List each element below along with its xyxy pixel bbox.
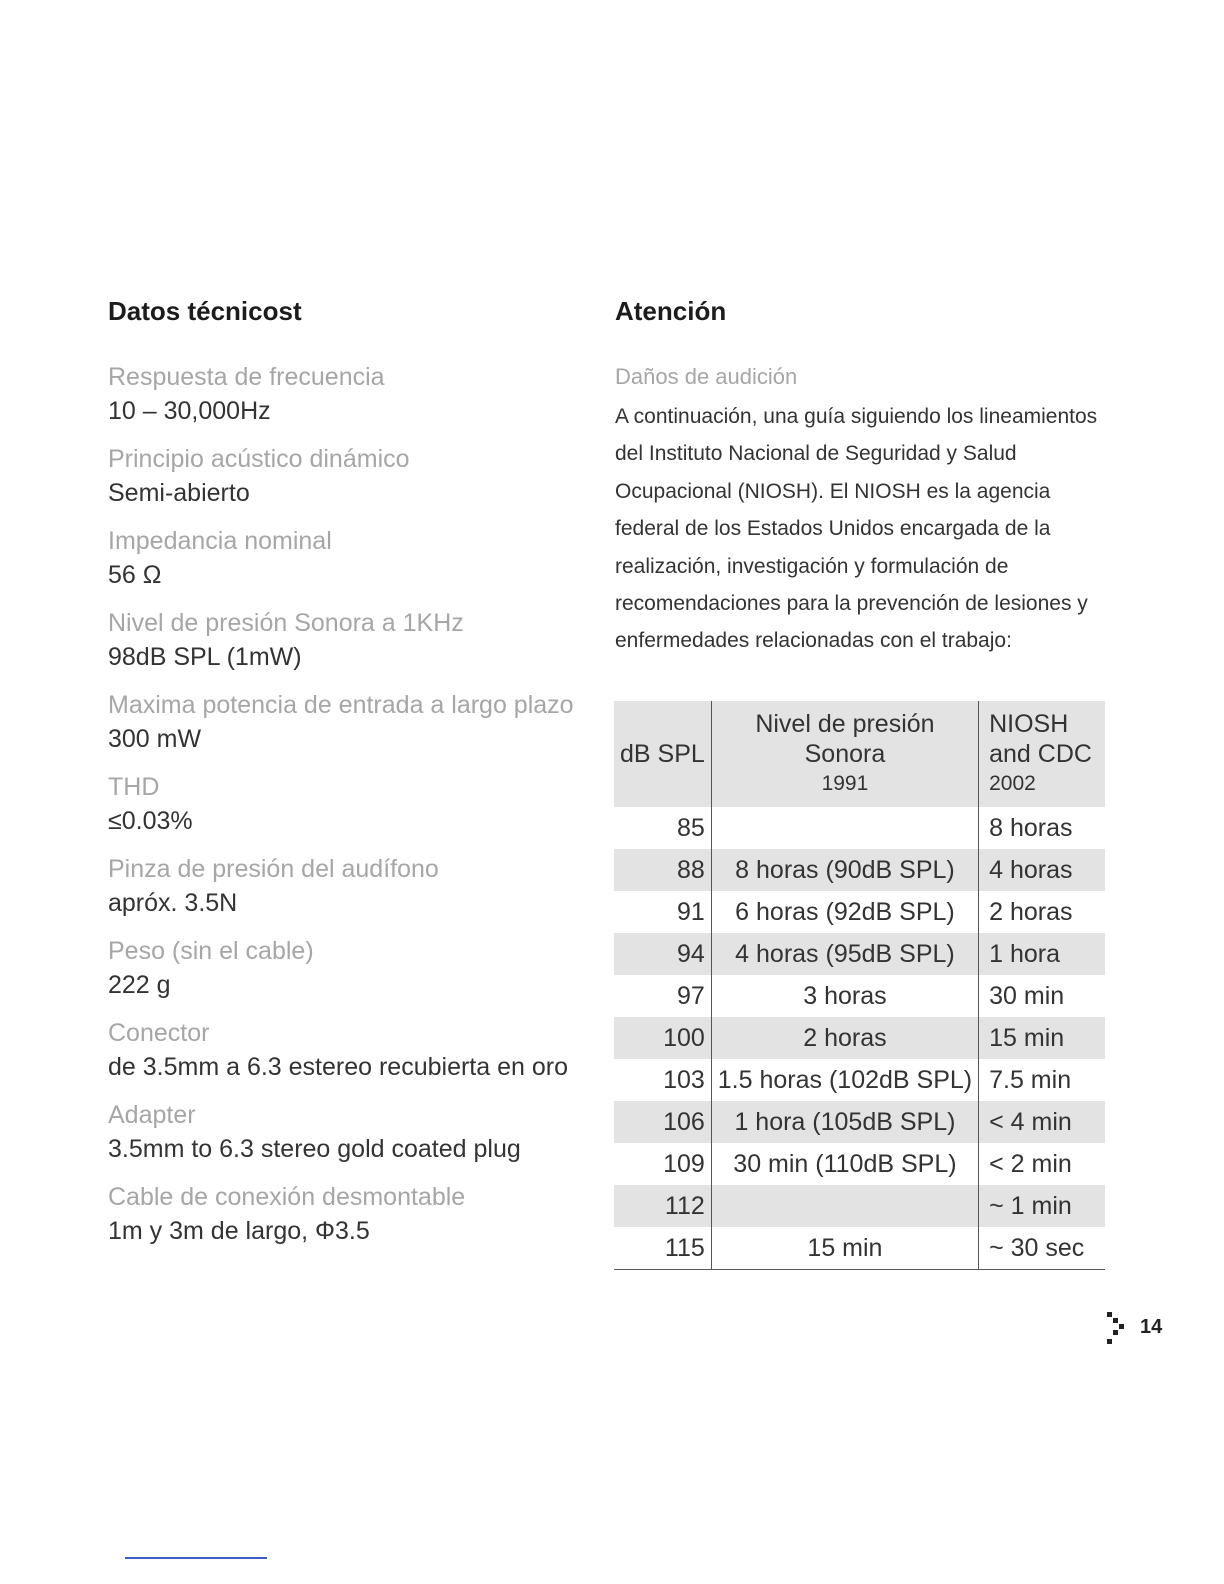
cell-niosh-cdc: 30 min [989, 981, 1065, 1010]
spec-value: 98dB SPL (1mW) [108, 643, 302, 671]
spec-label: Adapter [108, 1101, 196, 1129]
spec-value: 10 – 30,000Hz [108, 397, 271, 425]
section-title-atencion: Atención [615, 296, 727, 326]
spec-item [108, 1016, 598, 1084]
spec-label: Respuesta de frecuencia [108, 363, 385, 391]
section-title-datos-tecnicos: Datos técnicost [108, 296, 302, 326]
page-number: 14 [1140, 1316, 1163, 1338]
table-row [614, 1185, 1105, 1227]
table-row [614, 1059, 1105, 1101]
cell-niosh-cdc: 15 min [979, 1017, 1106, 1059]
spec-label: Pinza de presión del audífono [108, 855, 439, 883]
spec-label: Principio acústico dinámico [108, 445, 410, 473]
header-year-2002: 2002 [989, 772, 1036, 795]
table-row [614, 807, 1105, 849]
spec-value: 222 g [108, 971, 171, 999]
table-row [614, 1017, 1105, 1059]
noise-exposure-table [614, 701, 1105, 1270]
table-row [614, 1101, 1105, 1143]
cell-nivel-presion: 8 horas (90dB SPL) [711, 849, 978, 891]
cell-nivel-presion: 30 min (110dB SPL) [711, 1143, 978, 1185]
spec-value: Semi-abierto [108, 479, 250, 507]
cell-niosh-cdc: 1 hora [979, 933, 1106, 975]
cell-db-spl: 91 [614, 891, 711, 933]
header-year-1991: 1991 [821, 772, 869, 795]
spec-label: Impedancia nominal [108, 527, 332, 555]
cell-db-spl: 85 [614, 807, 711, 849]
spec-item [108, 442, 598, 510]
intro-paragraph: A continuación, una guía siguiendo los lineamientos del Instituto Nacional de Seguridad y Salud Ocupacional (NIOSH). El NIOSH es la agencia federal de los Estados Unidos encargada de la realización, investigación y formulación de recomendaciones para la prevención de lesiones y enfermedades relacionadas con el trabajo: [615, 405, 1098, 653]
cell-niosh-cdc: ~ 30 sec [979, 1227, 1106, 1270]
spec-label: Maxima potencia de entrada a largo plazo [108, 691, 574, 719]
table-row [614, 1143, 1105, 1185]
table-row [614, 933, 1105, 975]
cell-db-spl: 112 [614, 1185, 711, 1227]
header-nivel-presion: Nivel de presión Sonora 1991 [711, 701, 978, 807]
subsection-title: Daños de audición [615, 364, 798, 389]
cell-nivel-presion: 1 hora (105dB SPL) [711, 1101, 978, 1143]
header-db-spl: dB SPL [614, 701, 711, 807]
cell-niosh-cdc: 2 horas [989, 897, 1073, 926]
table-row [614, 849, 1105, 891]
cell-db-spl: 103 [614, 1059, 711, 1101]
cell-nivel-presion: 3 horas [711, 975, 978, 1017]
spec-item [108, 524, 598, 592]
cell-nivel-presion: 1.5 horas (102dB SPL) [711, 1059, 978, 1101]
spec-value: 3.5mm to 6.3 stereo gold coated plug [108, 1135, 521, 1163]
cell-niosh-cdc: 8 horas [989, 813, 1073, 842]
footer-rule [125, 1557, 267, 1559]
spec-item [108, 770, 598, 838]
cell-nivel-presion: 2 horas [711, 1017, 978, 1059]
spec-value: 56 Ω [108, 561, 162, 589]
cell-niosh-cdc: 7.5 min [989, 1065, 1072, 1094]
spec-value: de 3.5mm a 6.3 estereo recubierta en oro [108, 1053, 568, 1081]
cell-nivel-presion: 15 min [711, 1227, 978, 1270]
cell-nivel-presion [711, 1185, 978, 1227]
spec-value: apróx. 3.5N [108, 889, 238, 917]
table-body [614, 807, 1105, 1270]
header-niosh-cdc: NIOSH and CDC 2002 [979, 701, 1106, 807]
spec-item [108, 852, 598, 920]
spec-list [108, 360, 598, 1262]
cell-niosh-cdc: ~ 1 min [979, 1185, 1106, 1227]
cell-db-spl: 94 [614, 933, 711, 975]
spec-value: 300 mW [108, 725, 202, 753]
spec-label: Conector [108, 1019, 210, 1047]
table-row [614, 891, 1105, 933]
spec-label: THD [108, 773, 160, 801]
spec-item [108, 606, 598, 674]
cell-nivel-presion: 4 horas (95dB SPL) [711, 933, 978, 975]
table-header-row [614, 701, 1105, 807]
spec-item [108, 688, 598, 756]
cell-niosh-cdc: < 4 min [979, 1101, 1106, 1143]
table-row [614, 1227, 1105, 1270]
cell-db-spl: 115 [614, 1227, 711, 1270]
spec-value: ≤0.03% [108, 807, 193, 835]
attention-section [615, 362, 1105, 660]
spec-item [108, 934, 598, 1002]
spec-item [108, 1098, 598, 1166]
cell-db-spl: 88 [614, 849, 711, 891]
table-row [614, 975, 1105, 1017]
spec-value: 1m y 3m de largo, Φ3.5 [108, 1217, 370, 1245]
spec-label: Nivel de presión Sonora a 1KHz [108, 609, 464, 637]
cell-db-spl: 100 [614, 1017, 711, 1059]
cell-nivel-presion: 6 horas (92dB SPL) [711, 891, 978, 933]
spec-item [108, 360, 598, 428]
cell-nivel-presion [711, 807, 978, 849]
cell-db-spl: 106 [614, 1101, 711, 1143]
spec-item [108, 1180, 598, 1248]
cell-niosh-cdc: < 2 min [989, 1149, 1072, 1178]
cell-db-spl: 109 [614, 1143, 711, 1185]
cell-niosh-cdc: 4 horas [979, 849, 1106, 891]
spec-label: Peso (sin el cable) [108, 937, 314, 965]
cell-db-spl: 97 [614, 975, 711, 1017]
spec-label: Cable de conexión desmontable [108, 1183, 466, 1211]
